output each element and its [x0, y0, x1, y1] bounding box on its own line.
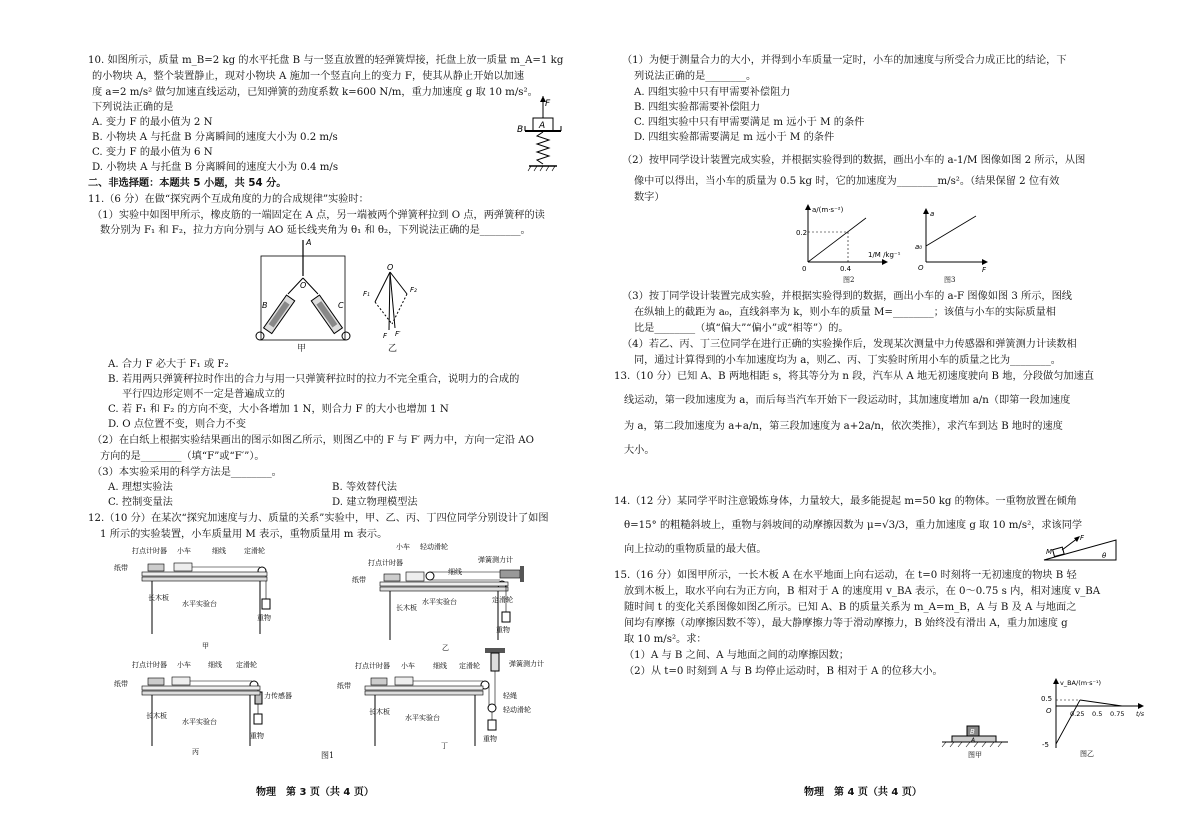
- q11-option-c: C. 若 F₁ 和 F₂ 的方向不变，大小各增加 1 N，则合力 F 的大小也增加 1 N: [108, 404, 449, 415]
- fig2-caption: 图2: [843, 276, 855, 284]
- q14-line3: 向上拉动的重物质量的最大值。: [624, 544, 767, 555]
- q12-part4-line1: （4）若乙、丙、丁三位同学在进行正确的实验操作后，发现某次测量中力传感器和弹簧测力计读数相: [622, 339, 1077, 350]
- q12-yi-weight-label: 重物: [496, 626, 510, 634]
- q11-figure-yi: [355, 262, 425, 342]
- q12-apparatus-bing: [112, 658, 292, 758]
- fig2-origin: 0: [802, 265, 807, 273]
- fig2-ylabel: a/(m·s⁻²): [812, 206, 844, 214]
- q14-label-f: F: [1080, 534, 1085, 542]
- q11-part2-line1: （2）在白纸上根据实验结果画出的图示如图乙所示，则图乙中的 F 与 F′ 两力中，方向一定沿 AO: [92, 435, 534, 446]
- q12-figure-2: [794, 202, 904, 276]
- q15-figure-jia: [940, 722, 1010, 760]
- q12-yi-spring-meter-label: 弹簧测力计: [478, 556, 513, 564]
- q15-line5: 取 10 m/s²。求：: [624, 634, 707, 645]
- q15-caption-yi: 图乙: [1080, 750, 1094, 758]
- fig3-caption: 图3: [944, 276, 956, 284]
- q12-yi-tape-label: 纸带: [352, 576, 366, 584]
- q12-ding-pulley-label: 定滑轮: [459, 662, 480, 670]
- fig2-xlabel: 1/M /kg⁻¹: [868, 251, 901, 259]
- q15-label-b: B: [970, 728, 975, 736]
- q15-yi-xlabel: t/s: [1136, 710, 1145, 718]
- q11-label-a: A: [306, 238, 312, 247]
- q14-incline-figure: [1040, 532, 1120, 564]
- q12-ding-light-pulley-label: 轻动滑轮: [503, 706, 531, 714]
- q12-bing-board-label: 长木板: [146, 712, 167, 720]
- q12-part2-line3: 数字）: [634, 192, 665, 203]
- q14-label-theta: θ: [1102, 552, 1107, 560]
- q12-jia-rope-label: 细线: [212, 547, 226, 555]
- q15-yi-y1: 0.5: [1041, 695, 1053, 703]
- q15-label-a: A: [971, 737, 976, 744]
- q11-caption-yi: 乙: [388, 344, 398, 354]
- q14-line1: 14.（12 分）某同学平时注意锻炼身体，力量较大，最多能提起 m=50 kg 的物体。一重物放置在倾角: [614, 496, 1077, 507]
- q11-label-o2: O: [387, 263, 394, 272]
- q15-line6: （1）A 与 B 之间、A 与地面之间的动摩擦因数；: [624, 650, 850, 661]
- q11-label-c: C: [338, 301, 344, 310]
- q10-spring-figure: [515, 96, 565, 176]
- q10-stem-2: 的小物块 A，整个装置静止，现对小物块 A 施加一个竖直向上的变力 F，使其从静止开始以加速: [92, 71, 525, 82]
- q15-line1: 15.（16 分）如图甲所示，一长木板 A 在水平地面上向右运动，在 t=0 时刻将一无初速度的物块 B 轻: [614, 570, 1077, 581]
- q11-label-f2: F₂: [410, 286, 417, 294]
- fig3-ylabel: a: [930, 210, 935, 218]
- q12-bing-table-label: 水平实验台: [182, 718, 217, 726]
- q12-yi-table-label: 水平实验台: [422, 598, 457, 606]
- q12-jia-table-label: 水平实验台: [182, 600, 217, 608]
- q11-option-d: D. O 点位置不变，则合力不变: [108, 419, 246, 430]
- q12-ding-cart-label: 小车: [401, 662, 415, 670]
- q12-heading-2: 1 所示的实验装置，小车质量用 M 表示，重物质量用 m 表示。: [100, 529, 388, 540]
- q11-label-o: O: [300, 281, 307, 290]
- q12-bing-rope-label: 细线: [208, 661, 222, 669]
- q12-yi-timer-label: 打点计时器: [368, 559, 403, 567]
- q13-line2: 线运动，第一段加速度为 a，而后每当汽车开始下一段运动时，其加速度增加 a/n（即第一段加速度: [624, 395, 1071, 406]
- q11-option-b-2: 平行四边形定则不一定是普遍成立的: [122, 389, 285, 400]
- q12-part3-line1: （3）按丁同学设计装置完成实验，并根据实验得到的数据，画出小车的 a-F 图像如图 3 所示，图线: [622, 291, 1072, 302]
- q12-part1-line1: （1）为便于测量合力的大小，并得到小车质量一定时，小车的加速度与所受合力成正比的结论，下: [622, 55, 1067, 66]
- q12-ding-rope-label: 细线: [433, 662, 447, 670]
- q12-jia-tape-label: 纸带: [114, 564, 128, 572]
- q15-yi-ylabel: v_BA/(m·s⁻¹): [1060, 679, 1102, 687]
- q15-line2: 放到木板上，取水平向右为正方向，B 相对于 A 的速度用 v_BA 表示，在 0～0.75 s 内，相对速度 v_BA: [624, 586, 1101, 597]
- q12-jia-board-label: 长木板: [148, 594, 169, 602]
- q11-label-f1: F₁: [363, 290, 370, 298]
- q12-jia-cart-label: 小车: [177, 547, 191, 555]
- q10-option-a: A. 变力 F 的最小值为 2 N: [92, 117, 213, 128]
- q12-bing-weight-label: 重物: [250, 732, 264, 740]
- fig3-xlabel: F: [982, 266, 987, 274]
- q12-option-d: D. 四组实验都需要满足 m 远小于 M 的条件: [634, 132, 835, 143]
- q15-caption-jia: 图甲: [968, 751, 982, 759]
- q12-option-b: B. 四组实验都需要补偿阻力: [634, 102, 761, 113]
- q11-option-a: A. 合力 F 必大于 F₁ 或 F₂: [108, 359, 229, 370]
- page-footer-left: 物理 第 3 页（共 4 页）: [256, 787, 374, 798]
- q13-line1: 13.（10 分）已知 A、B 两地相距 s，将其等分为 n 段，汽车从 A 地无初速度驶向 B 地，分段做匀加速直: [614, 371, 1094, 382]
- q12-option-a: A. 四组实验中只有甲需要补偿阻力: [634, 87, 791, 98]
- q12-part4-line2: 同，通过计算得到的小车加速度均为 a，则乙、丙、丁实验时所用小车的质量之比为________。: [634, 355, 1061, 366]
- q12-bing-force-sensor-label: 力传感器: [264, 692, 292, 700]
- q12-yi-light-pulley-label: 轻动滑轮: [420, 543, 448, 551]
- q14-label-m: M: [1046, 548, 1053, 556]
- q12-yi-board-label: 长木板: [396, 604, 417, 612]
- q15-yi-x1: 0.25: [1070, 710, 1085, 718]
- q11-label-fprime: F′: [395, 330, 401, 338]
- q12-ding-board-label: 长木板: [369, 708, 390, 716]
- q15-figure-yi: [1040, 676, 1150, 758]
- q12-part3-line3: 比是________（填“偏大”“偏小”或“相等”）的。: [634, 323, 849, 334]
- q12-part3-line2: 在纵轴上的截距为 a₀，直线斜率为 k，则小车的质量 M=________；该值与小车的实际质量相: [634, 307, 1056, 318]
- q12-apparatus-ding: [335, 648, 544, 753]
- q11-label-b: B: [262, 301, 268, 310]
- q12-jia-pulley-label: 定滑轮: [244, 547, 265, 555]
- fig3-origin: O: [918, 264, 924, 272]
- q15-line3: 随时间 t 的变化关系图像如图乙所示。已知 A、B 的质量关系为 m_A=m_B，A 与 B 及 A 与地面之: [624, 602, 1077, 613]
- q12-part1-line2: 列说法正确的是________。: [634, 71, 757, 82]
- q12-caption-ding: 丁: [441, 742, 448, 750]
- q13-line3: 为 a，第二段加速度为 a+a/n，第三段加速度为 a+2a/n，依次类推），求汽车到达 B 地时的速度: [624, 421, 1063, 432]
- q11-method-d: D. 建立物理模型法: [332, 497, 418, 508]
- q12-ding-table-label: 水平实验台: [405, 714, 440, 722]
- q12-yi-cart-label: 小车: [396, 543, 410, 551]
- q12-figure-caption: 图1: [321, 751, 335, 760]
- q11-method-a: A. 理想实验法: [108, 482, 173, 493]
- q11-part1-line2: 数分别为 F₁ 和 F₂，拉力方向分别与 AO 延长线夹角为 θ₁ 和 θ₂，下列说法正确的是________。: [100, 225, 531, 236]
- q12-figure-3: [912, 206, 992, 276]
- q11-heading: 11.（6 分）在做“探究两个互成角度的力的合成规律”实验时：: [88, 194, 369, 205]
- q12-ding-timer-label: 打点计时器: [355, 662, 390, 670]
- q10-stem-3: 度 a=2 m/s² 做匀加速直线运动，已知弹簧的劲度系数 k=600 N/m，重力加速度 g 取 10 m/s²。: [92, 87, 538, 98]
- q12-jia-weight-label: 重物: [257, 614, 271, 622]
- q12-caption-bing: 丙: [192, 748, 199, 756]
- q10-label-b: B: [517, 125, 524, 135]
- q11-option-b-1: B. 若用两只弹簧秤拉时作出的合力与用一只弹簧秤拉时的拉力不完全重合，说明力的合成的: [108, 374, 520, 385]
- fig3-y0: a₀: [915, 243, 923, 251]
- q12-apparatus-jia: [112, 544, 282, 652]
- q15-yi-x2: 0.5: [1092, 710, 1103, 718]
- q10-label-f: F: [545, 99, 551, 109]
- q15-yi-x3: 0.75: [1110, 710, 1125, 718]
- q12-bing-cart-label: 小车: [177, 661, 191, 669]
- fig2-y-tick: 0.2: [796, 229, 808, 237]
- q10-stem-1: 10. 如图所示，质量 m_B=2 kg 的水平托盘 B 与一竖直放置的轻弹簧焊接，托盘上放一质量 m_A=1 kg: [88, 55, 564, 66]
- q12-ding-spring-meter-label: 弹簧测力计: [509, 660, 544, 668]
- page-4: [600, 0, 1200, 827]
- q15-line4: 间均有摩擦（动摩擦因数不等），最大静摩擦力等于滑动摩擦力，B 始终没有滑出 A，重力加速度 g: [624, 618, 1068, 629]
- q11-part2-line2: 方向的是________（填“F”或“F′”）。: [100, 451, 265, 462]
- section-2-heading: 二、非选择题：本题共 5 小题，共 54 分。: [88, 178, 287, 189]
- q12-part2-line2: 像中可以得出，当小车的质量为 0.5 kg 时，它的加速度为________m/s²。（结果保留 2 位有效: [634, 176, 1060, 187]
- q10-stem-4: 下列说法正确的是: [92, 102, 174, 113]
- q11-label-f: F: [383, 332, 388, 340]
- q12-ding-light-rope-label: 轻绳: [503, 692, 517, 700]
- q13-line4: 大小。: [624, 445, 655, 456]
- q12-option-c: C. 四组实验中只有甲需要满足 m 远小于 M 的条件: [634, 117, 865, 128]
- q12-bing-timer-label: 打点计时器: [132, 661, 167, 669]
- q11-part3: （3）本实验采用的科学方法是________。: [92, 467, 282, 478]
- page-footer-right: 物理 第 4 页（共 4 页）: [804, 787, 922, 798]
- q12-bing-tape-label: 纸带: [114, 680, 128, 688]
- q12-yi-rope-label: 细线: [448, 568, 462, 576]
- q10-option-b: B. 小物块 A 与托盘 B 分离瞬间的速度大小为 0.2 m/s: [92, 132, 338, 143]
- q12-jia-timer-label: 打点计时器: [132, 547, 167, 555]
- q12-apparatus-yi: [350, 540, 530, 652]
- q10-option-d: D. 小物块 A 与托盘 B 分离瞬间的速度大小为 0.4 m/s: [92, 162, 339, 173]
- q11-figure-jia: [248, 236, 358, 348]
- q12-bing-pulley-label: 定滑轮: [236, 661, 257, 669]
- q12-caption-yi: 乙: [442, 644, 449, 652]
- q15-line7: （2）从 t=0 时刻到 A 与 B 均停止运动时，B 相对于 A 的位移大小。: [624, 666, 943, 677]
- q12-part2-line1: （2）按甲同学设计装置完成实验，并根据实验得到的数据，画出小车的 a-1/M 图像如图 2 所示，从图: [622, 155, 1086, 166]
- q14-line2: θ=15° 的粗糙斜坡上，重物与斜坡间的动摩擦因数为 μ=√3/3，重力加速度 g 取 10 m/s²，求该同学: [624, 520, 1083, 531]
- q11-method-b: B. 等效替代法: [332, 482, 397, 493]
- fig2-x-tick: 0.4: [840, 265, 852, 273]
- q15-yi-origin: O: [1046, 707, 1052, 715]
- q11-part1-line1: （1）实验中如图甲所示，橡皮筋的一端固定在 A 点，另一端被两个弹簧秤拉到 O 点，两弹簧秤的读: [92, 210, 545, 221]
- q12-ding-weight-label: 重物: [483, 735, 497, 743]
- q15-yi-yneg: -5: [1042, 741, 1049, 749]
- q12-ding-tape-label: 纸带: [337, 682, 351, 690]
- q10-label-a: A: [539, 121, 546, 131]
- q10-option-c: C. 变力 F 的最小值为 6 N: [92, 147, 213, 158]
- q12-yi-pulley-label: 定滑轮: [492, 596, 513, 604]
- q11-method-c: C. 控制变量法: [108, 497, 173, 508]
- q12-caption-jia: 甲: [202, 642, 209, 650]
- q11-caption-jia: 甲: [297, 344, 307, 354]
- q12-heading-1: 12.（10 分）在某次“探究加速度与力、质量的关系”实验中，甲、乙、丙、丁四位同学分别设计了如图: [88, 513, 549, 524]
